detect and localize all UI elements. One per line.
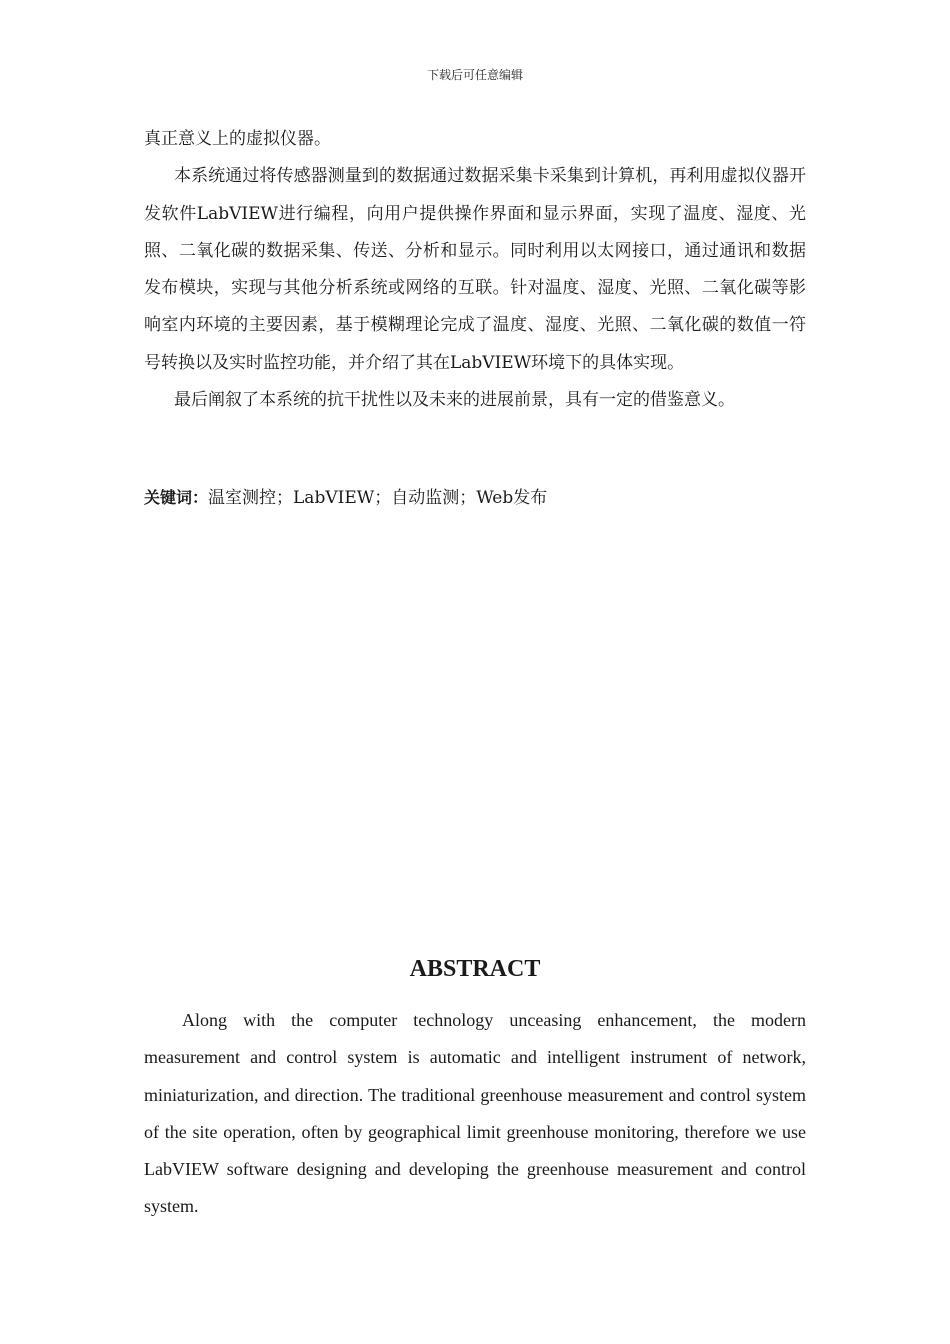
chinese-abstract (144, 121, 806, 419)
english-abstract (144, 1002, 806, 1226)
page-header: 下载后可任意编辑 (426, 68, 523, 82)
keywords-label: 关键词： (144, 488, 209, 507)
chinese-paragraph-system: 本系统通过将传感器测量到的数据通过数据采集卡采集到计算机，再利用虚拟仪器开发软件LabVIEW进行编程，向用户提供操作界面和显示界面，实现了温度、湿度、光照、二氧化碳的数据采集、传送、分析和显示。同时利用以太网接口，通过通讯和数据发布模块，实现与其他分析系统或网络的互联。针对温度、湿度、光照、二氧化碳等影响室内环境的主要因素，基于模糊理论完成了温度、湿度、光照、二氧化碳的数值一符号转换以及实时监控功能，并介绍了其在LabVIEW环境下的具体实现。 (144, 166, 806, 373)
keywords-value: 温室测控；LabVIEW；自动监测；Web发布 (208, 488, 548, 508)
keywords-line (144, 482, 806, 514)
chinese-paragraph-conclusion: 最后阐叙了本系统的抗干扰性以及未来的进展前景，具有一定的借鉴意义。 (174, 390, 735, 411)
abstract-heading: ABSTRACT (409, 956, 541, 982)
chinese-paragraph-continuation: 真正意义上的虚拟仪器。 (144, 129, 331, 149)
english-abstract-paragraph: Along with the computer technology unceasing enhancement, the modern measurement and control system is automatic and intelligent instrument of network, miniaturization, and direction. The traditional greenhouse measurement and control system of the site operation, often by geographical limit greenhouse monitoring, therefore we use LabVIEW software designing and developing the greenhouse measurement and control system. (144, 1010, 806, 1217)
